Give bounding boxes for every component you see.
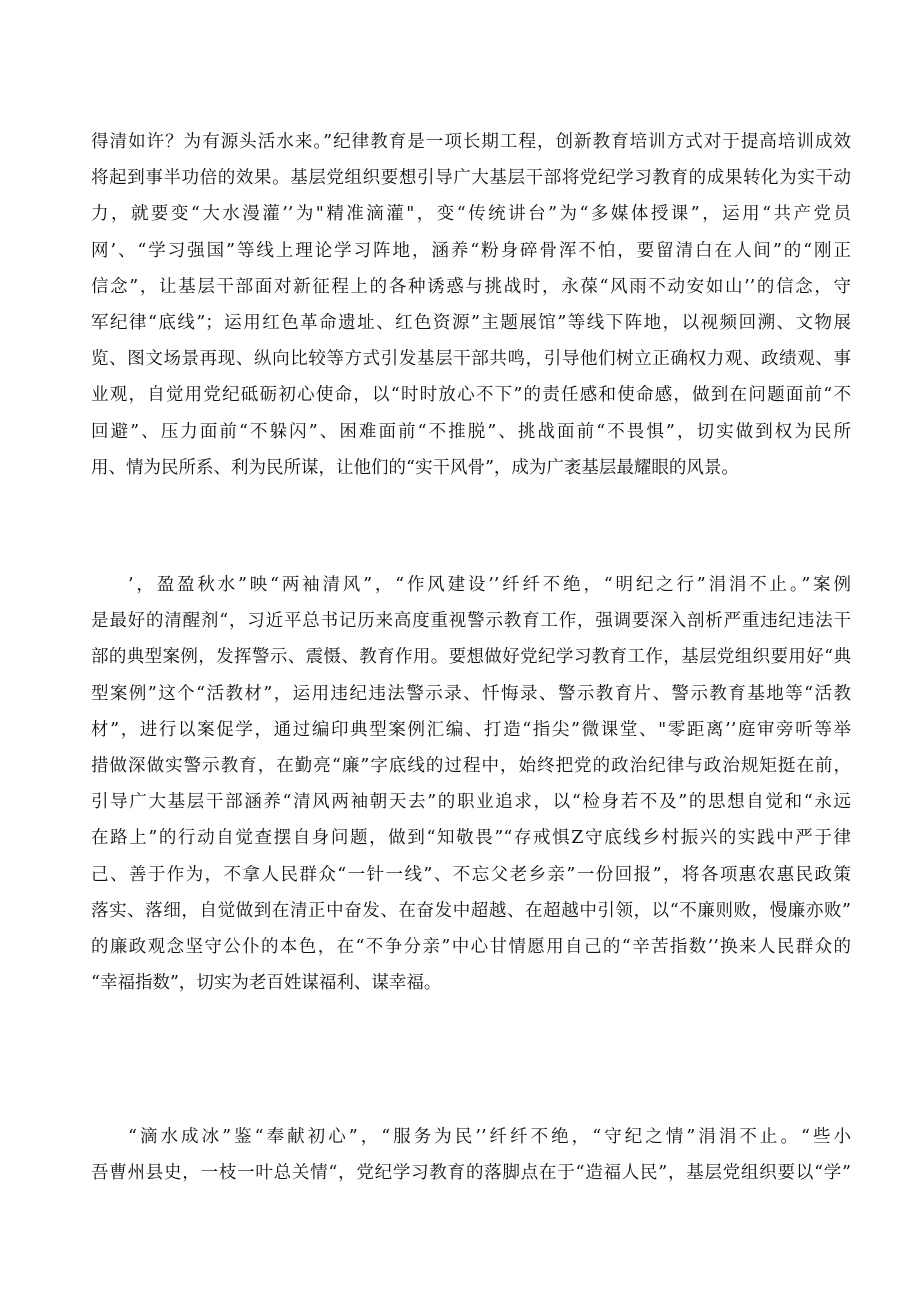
paragraph-line: 将起到事半功倍的效果。基层党组织要想引导广大基层干部将党纪学习教育的成果转化为实干动 <box>91 168 851 189</box>
paragraph-1 <box>91 124 851 486</box>
paragraph-line: 用、情为民所系、利为民所谋，让他们的“实干风骨”，成为广袤基层最耀眼的风景。 <box>91 457 739 478</box>
paragraph-line: 引导广大基层干部涵养“清风两袖朝天去”的职业追求，以“检身若不及”的思想自觉和“永远 <box>91 792 851 813</box>
paragraph-line: 网’、“学习强国”等线上理论学习阵地，涵养“粉身碎骨浑不怕，要留清白在人间”的“刚正 <box>91 240 851 261</box>
paragraph-line: 在路上”的行动自觉查摆自身问题，做到“知敬畏”“存戒惧Z守底线乡村振兴的实践中严于律 <box>91 828 851 849</box>
paragraph-line: 军纪律“底线”；运用红色革命遗址、红色资源”主题展馆”等线下阵地，以视频回溯、文物展 <box>91 312 851 333</box>
paragraph-line: 吾曹州县史，一枝一叶总关情“，党纪学习教育的落脚点在于“造福人民”，基层党组织要以“学” <box>91 1163 851 1184</box>
paragraph-line: “滴水成冰”鉴“奉献初心”，“服务为民’’纤纤不绝，“守纪之情”涓涓不止。“些小 <box>128 1127 851 1147</box>
paragraph-line: 型案例”这个“活教材”，运用违纪违法警示录、忏悔录、警示教育片、警示教育基地等“活教 <box>91 683 851 704</box>
paragraph-line: 的廉政观念坚守公仆的本色，在“不争分亲”中心甘情愿用自己的“辛苦指数’’换来人民群众的 <box>91 936 851 957</box>
paragraph-line: 览、图文场景再现、纵向比较等方式引发基层干部共鸣，引导他们树立正确权力观、政绩观、事 <box>91 349 851 370</box>
paragraph-line: 回避”、压力面前“不躲闪”、困难面前“不推脱”、挑战面前“不畏惧”，切实做到权为民所 <box>91 421 851 442</box>
paragraph-line: 是最好的清醒剂“，习近平总书记历来高度重视警示教育工作，强调要深入剖析严重违纪违法干 <box>91 611 851 632</box>
paragraph-line: 业观，自觉用党纪砥砺初心使命，以“时时放心不下”的责任感和使命感，做到在问题面前“不 <box>91 385 851 406</box>
paragraph-3 <box>91 1119 851 1191</box>
paragraph-line: 措做深做实警示教育，在勤亮“廉”字底线的过程中，始终把党的政治纪律与政治规矩挺在前， <box>91 755 851 776</box>
paragraph-line: 己、善于作为，不拿人民群众“一针一线”、不忘父老乡亲”一份回报”，将各项惠农惠民政策 <box>91 864 851 885</box>
paragraph-line: 得清如许？为有源头活水来。”纪律教育是一项长期工程，创新教育培训方式对于提高培训成效 <box>91 132 851 152</box>
paragraph-line: 落实、落细，自觉做到在清正中奋发、在奋发中超越、在超越中引领，以“不廉则败，慢廉亦败” <box>91 900 851 921</box>
paragraph-line: ’，盈盈秋水”映“两袖清风”，“作风建设’’纤纤不绝，“明纪之行”涓涓不止。”案例 <box>128 575 851 595</box>
paragraph-line: 信念”，让基层干部面对新征程上的各种诱惑与挑战时，永葆“风雨不动安如山’’的信念，守 <box>91 276 851 297</box>
paragraph-line: “幸福指数”，切实为老百姓谋福利、谋幸福。 <box>91 973 442 994</box>
paragraph-line: 力，就要变“大水漫灌’’为"精准滴灌"，变“传统讲台”为“多媒体授课”，运用“共产党员 <box>91 204 851 225</box>
paragraph-line: 部的典型案例，发挥警示、震慑、教育作用。要想做好党纪学习教育工作，基层党组织要用好“典 <box>91 647 851 668</box>
paragraph-line: 材”，进行以案促学，通过编印典型案例汇编、打造“指尖”微课堂、"零距离’’庭审旁听等举 <box>91 719 851 740</box>
paragraph-2 <box>91 567 851 1001</box>
